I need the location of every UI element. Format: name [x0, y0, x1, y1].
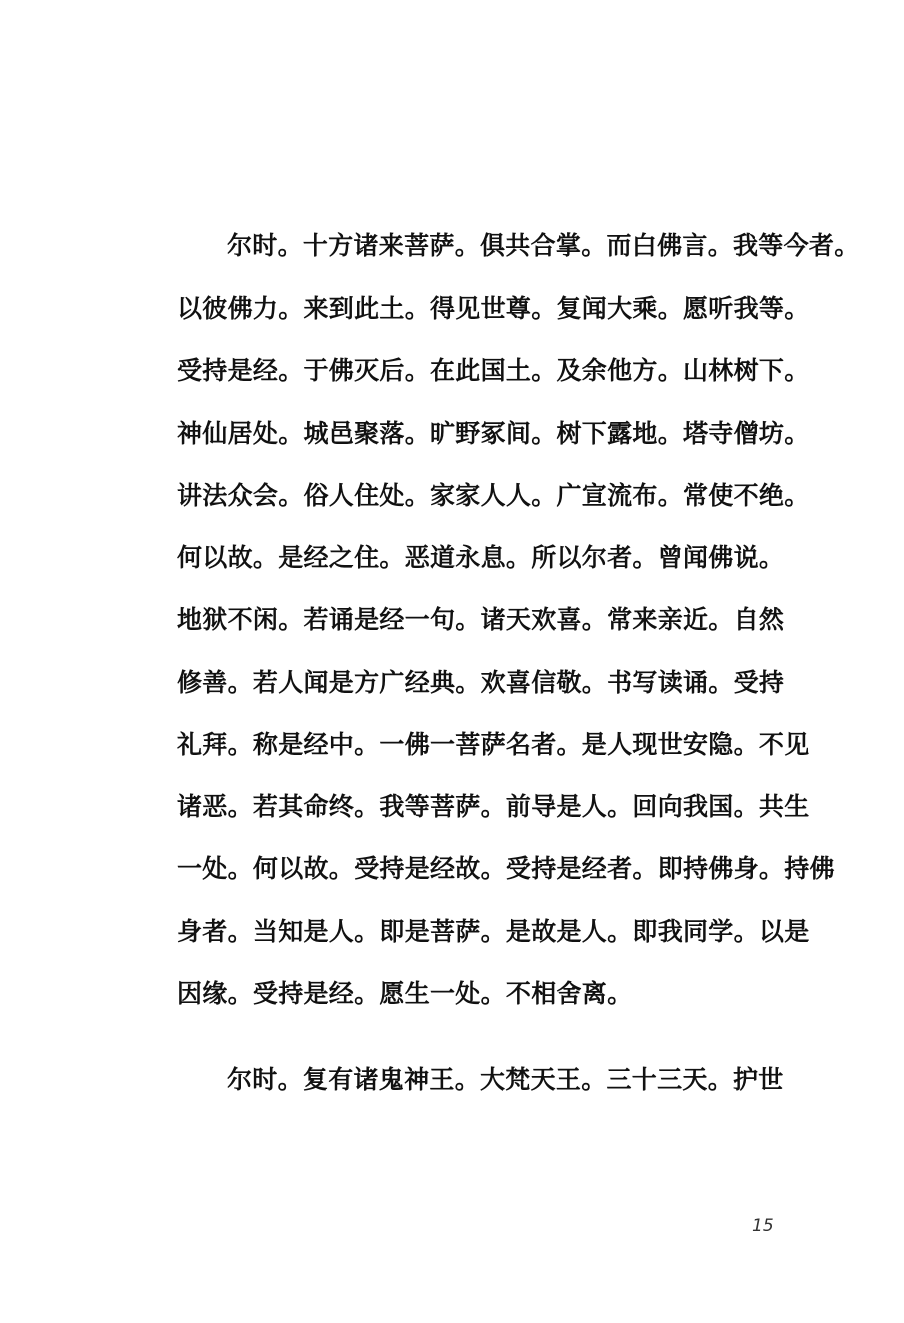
paragraph-1-line-9: 礼拜。称是经中。一佛一菩萨名者。是人现世安隐。不见: [177, 730, 810, 759]
paragraph-1-line-5: 讲法众会。俗人住处。家家人人。广宣流布。常使不绝。: [177, 481, 810, 510]
paragraph-1-line-10: 诸恶。若其命终。我等菩萨。前导是人。回向我国。共生: [177, 792, 810, 821]
paragraph-1-line-8: 修善。若人闻是方广经典。欢喜信敬。书写读诵。受持: [177, 668, 785, 697]
paragraph-1-line-13: 因缘。受持是经。愿生一处。不相舍离。: [177, 979, 633, 1008]
page-number: 15: [752, 1216, 774, 1236]
paragraph-1-line-6: 何以故。是经之住。恶道永息。所以尔者。曾闻佛说。: [177, 543, 785, 572]
paragraph-1-line-4: 神仙居处。城邑聚落。旷野冢间。树下露地。塔寺僧坊。: [177, 419, 810, 448]
paragraph-1-line-11: 一处。何以故。受持是经故。受持是经者。即持佛身。持佛: [177, 854, 835, 883]
paragraph-1-line-12: 身者。当知是人。即是菩萨。是故是人。即我同学。以是: [177, 917, 810, 946]
paragraph-1-line-1: 尔时。十方诸来菩萨。俱共合掌。而白佛言。我等今者。: [227, 231, 860, 260]
paragraph-1-line-3: 受持是经。于佛灭后。在此国土。及余他方。山林树下。: [177, 356, 810, 385]
paragraph-1-line-2: 以彼佛力。来到此土。得见世尊。复闻大乘。愿听我等。: [177, 294, 810, 323]
paragraph-2-line-1: 尔时。复有诸鬼神王。大梵天王。三十三天。护世: [227, 1065, 784, 1094]
paragraph-1-line-7: 地狱不闲。若诵是经一句。诸天欢喜。常来亲近。自然: [177, 605, 785, 634]
